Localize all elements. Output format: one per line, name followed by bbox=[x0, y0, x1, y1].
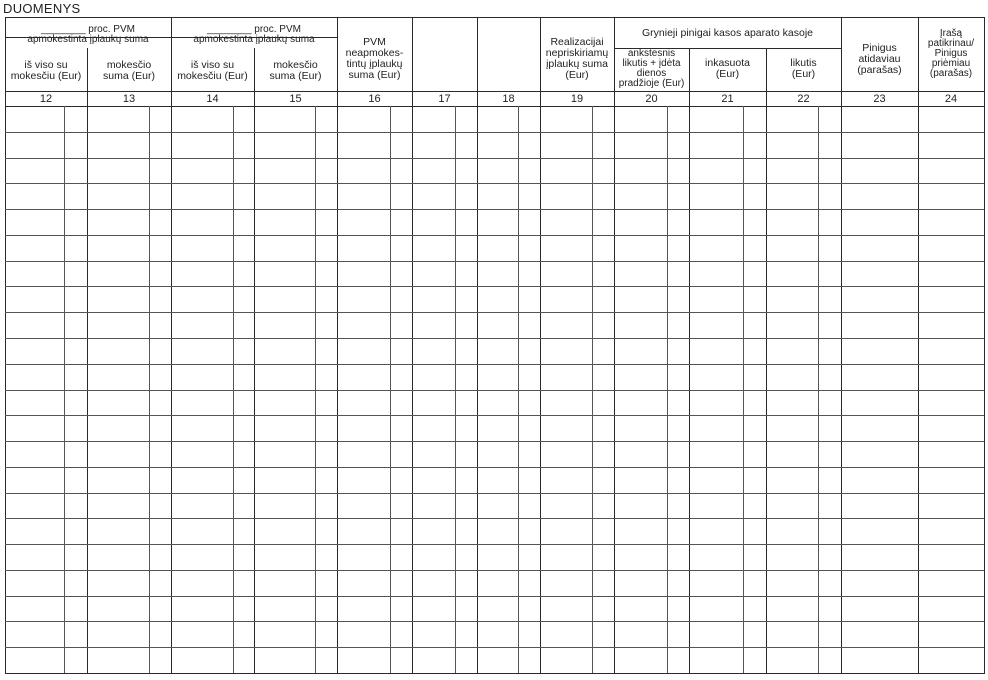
number-row-bottom bbox=[5, 106, 984, 107]
header-group-taxed-b: ________ proc. PVM apmokestinta įplaukų suma bbox=[193, 24, 315, 45]
row-divider bbox=[5, 493, 984, 494]
header-col-20: ankstesnis likutis + įdėta dienos pradžioje (Eur) bbox=[618, 48, 685, 89]
header-col-24: Įrašą patikrinau/ Pinigus priėmiau (parašas) bbox=[927, 28, 975, 79]
header-col-14: iš viso su mokesčiu (Eur) bbox=[177, 59, 248, 82]
row-divider bbox=[5, 621, 984, 622]
row-divider bbox=[5, 338, 984, 339]
sub-column-divider bbox=[390, 106, 391, 673]
row-divider bbox=[5, 235, 984, 236]
column-number-16: 16 bbox=[368, 92, 381, 105]
header-col-19: Realizacijai nepriskiriamų įplaukų suma (Eur) bbox=[545, 36, 609, 81]
row-divider bbox=[5, 261, 984, 262]
column-border bbox=[614, 17, 615, 673]
sub-column-divider bbox=[667, 106, 668, 673]
row-divider bbox=[5, 183, 984, 184]
column-number-24: 24 bbox=[944, 92, 958, 105]
column-number-15: 15 bbox=[289, 92, 302, 105]
column-number-13: 13 bbox=[122, 92, 136, 105]
column-border bbox=[87, 48, 88, 673]
column-border bbox=[254, 48, 255, 673]
column-border bbox=[689, 48, 690, 673]
sub-column-divider bbox=[743, 106, 744, 673]
header-col-23: Pinigus atidaviau (parašas) bbox=[857, 41, 902, 76]
row-divider bbox=[5, 544, 984, 545]
row-divider bbox=[5, 647, 984, 648]
row-divider bbox=[5, 209, 984, 210]
row-divider bbox=[5, 415, 984, 416]
sub-column-divider bbox=[149, 106, 150, 673]
row-divider bbox=[5, 286, 984, 287]
column-number-12: 12 bbox=[39, 92, 53, 105]
column-number-18: 18 bbox=[502, 92, 515, 105]
sub-column-divider bbox=[518, 106, 519, 673]
header-col-18 bbox=[477, 20, 540, 90]
row-divider bbox=[5, 158, 984, 159]
sub-column-divider bbox=[592, 106, 593, 673]
row-divider bbox=[5, 312, 984, 313]
row-divider bbox=[5, 570, 984, 571]
column-border bbox=[540, 17, 541, 673]
header-col-22: likutis (Eur) bbox=[790, 57, 817, 80]
column-number-23: 23 bbox=[873, 92, 886, 105]
header-group-taxed-a: ________ proc. PVM apmokestinta įplaukų suma bbox=[27, 24, 149, 45]
table-left-border bbox=[5, 17, 6, 673]
column-number-21: 21 bbox=[721, 92, 734, 105]
column-border bbox=[337, 17, 338, 673]
sub-column-divider bbox=[233, 106, 234, 673]
row-divider bbox=[5, 518, 984, 519]
sub-column-divider bbox=[455, 106, 456, 673]
header-col-16: PVM neapmokes- tintų įplaukų suma (Eur) bbox=[345, 36, 404, 81]
column-border bbox=[171, 17, 172, 673]
header-col-15: mokesčio suma (Eur) bbox=[269, 59, 322, 82]
column-number-20: 20 bbox=[645, 92, 658, 105]
column-border bbox=[412, 17, 413, 673]
header-col-12: iš viso su mokesčiu (Eur) bbox=[10, 59, 82, 82]
row-divider bbox=[5, 364, 984, 365]
column-border bbox=[766, 48, 767, 673]
row-divider bbox=[5, 132, 984, 133]
table-right-border bbox=[984, 17, 985, 673]
sub-column-divider bbox=[315, 106, 316, 673]
table-bottom-border bbox=[5, 673, 985, 674]
header-col-17 bbox=[412, 20, 477, 90]
header-col-13: mokesčio suma (Eur) bbox=[103, 59, 155, 82]
row-divider bbox=[5, 390, 984, 391]
sub-column-divider bbox=[818, 106, 819, 673]
row-divider bbox=[5, 596, 984, 597]
header-group-cash: Grynieji pinigai kasos aparato kasoje bbox=[641, 26, 813, 39]
column-number-14: 14 bbox=[206, 92, 219, 105]
column-border bbox=[477, 17, 478, 673]
column-number-17: 17 bbox=[438, 92, 451, 105]
page-title: DUOMENYS bbox=[3, 1, 81, 16]
row-divider bbox=[5, 467, 984, 468]
row-divider bbox=[5, 441, 984, 442]
header-col-21: inkasuota (Eur) bbox=[705, 57, 750, 80]
column-border bbox=[918, 17, 919, 673]
column-border bbox=[841, 17, 842, 673]
sub-column-divider bbox=[64, 106, 65, 673]
column-number-19: 19 bbox=[570, 92, 584, 105]
column-number-22: 22 bbox=[797, 92, 810, 105]
